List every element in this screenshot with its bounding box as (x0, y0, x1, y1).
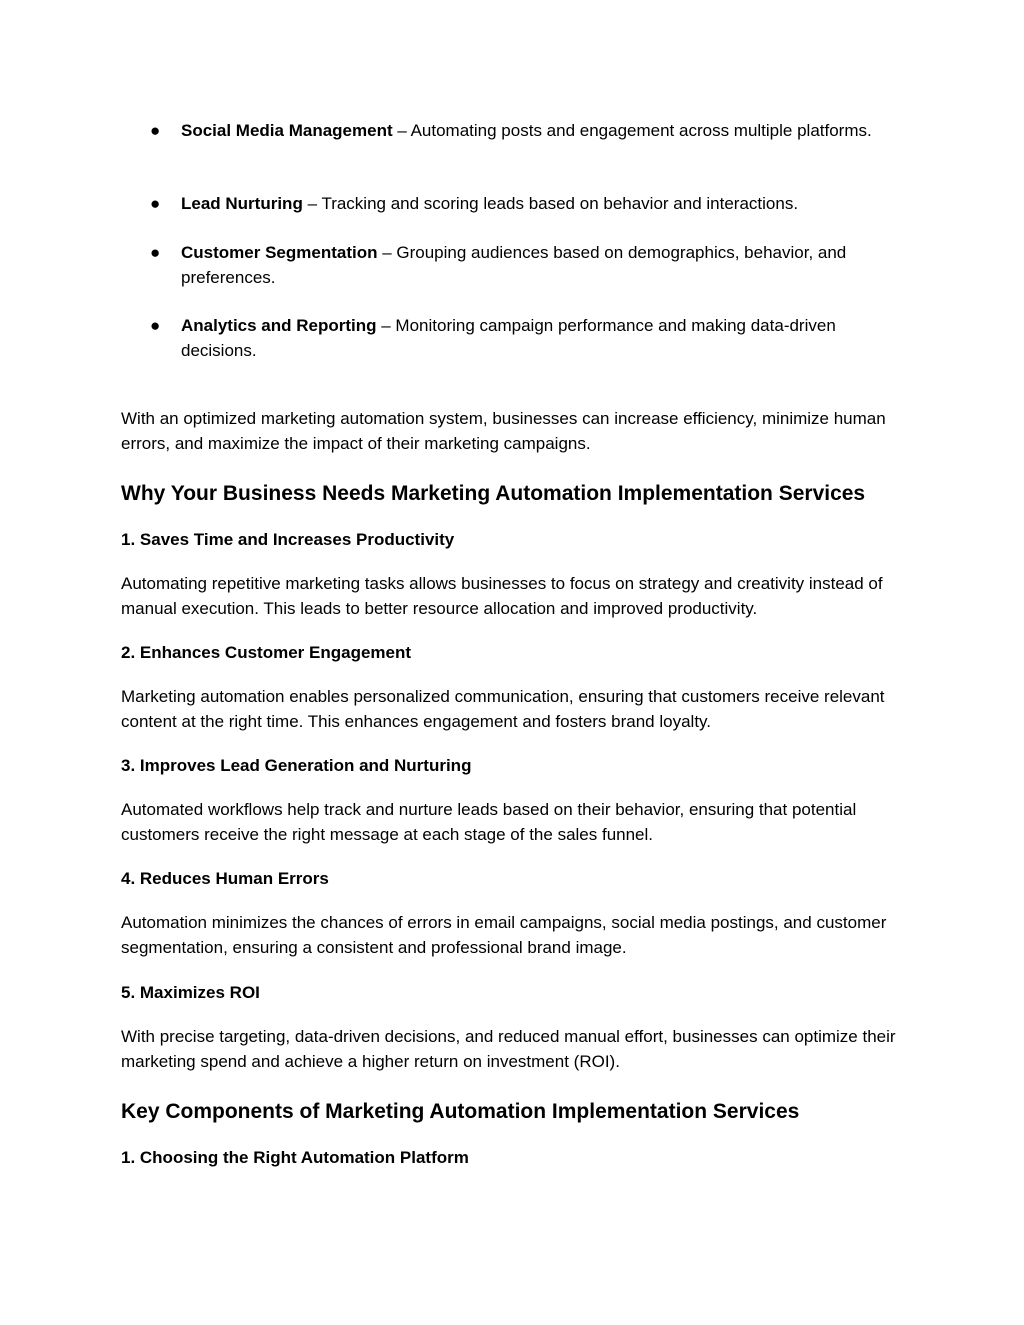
section-heading-why: Why Your Business Needs Marketing Automation Implementation Services (121, 482, 866, 505)
bullet-marker: ● (150, 121, 161, 140)
subheading: 4. Reduces Human Errors (121, 869, 329, 888)
bullet-marker: ● (150, 194, 161, 213)
bullet-item-lead-nurturing (181, 192, 911, 217)
bullet-item-social-media (181, 119, 911, 144)
paragraph: Automation minimizes the chances of errors in email campaigns, social media postings, and customer segmentation, ensuring a consistent and professional brand image. (121, 913, 887, 957)
bullet-item-analytics (181, 314, 911, 363)
paragraph: Automated workflows help track and nurture leads based on their behavior, ensuring that potential customers receive the right message at each stage of the sales funnel. (121, 800, 857, 844)
paragraph: With precise targeting, data-driven decisions, and reduced manual effort, businesses can optimize their marketing spend and achieve a higher return on investment (ROI). (121, 1027, 896, 1071)
bullet-marker: ● (150, 243, 161, 262)
bullet-title: Social Media Management (181, 121, 393, 140)
bullet-title: Analytics and Reporting (181, 316, 377, 335)
intro-paragraph: With an optimized marketing automation system, businesses can increase efficiency, minimize human errors, and maximize the impact of their marketing campaigns. (121, 409, 886, 453)
bullet-description: – Grouping audiences based on demographics, behavior, and preferences. (181, 243, 847, 287)
bullet-title: Customer Segmentation (181, 243, 378, 262)
bullet-title: Lead Nurturing (181, 194, 303, 213)
paragraph: Automating repetitive marketing tasks allows businesses to focus on strategy and creativity instead of manual execution. This leads to better resource allocation and improved productivity. (121, 574, 883, 618)
paragraph: Marketing automation enables personalized communication, ensuring that customers receive relevant content at the right time. This enhances engagement and fosters brand loyalty. (121, 687, 885, 731)
section-heading-components: Key Components of Marketing Automation Implementation Services (121, 1100, 800, 1123)
bullet-description: – Tracking and scoring leads based on behavior and interactions. (302, 194, 799, 213)
bullet-description: – Automating posts and engagement across multiple platforms. (392, 121, 872, 140)
bullet-item-customer-segmentation (181, 241, 911, 290)
subheading: 2. Enhances Customer Engagement (121, 643, 412, 662)
subheading: 1. Choosing the Right Automation Platform (121, 1148, 469, 1167)
subheading: 3. Improves Lead Generation and Nurturing (121, 756, 472, 775)
bullet-marker: ● (150, 316, 161, 335)
subheading: 5. Maximizes ROI (121, 983, 260, 1002)
bullet-description: – Monitoring campaign performance and making data-driven decisions. (181, 316, 836, 360)
subheading: 1. Saves Time and Increases Productivity (121, 530, 455, 549)
